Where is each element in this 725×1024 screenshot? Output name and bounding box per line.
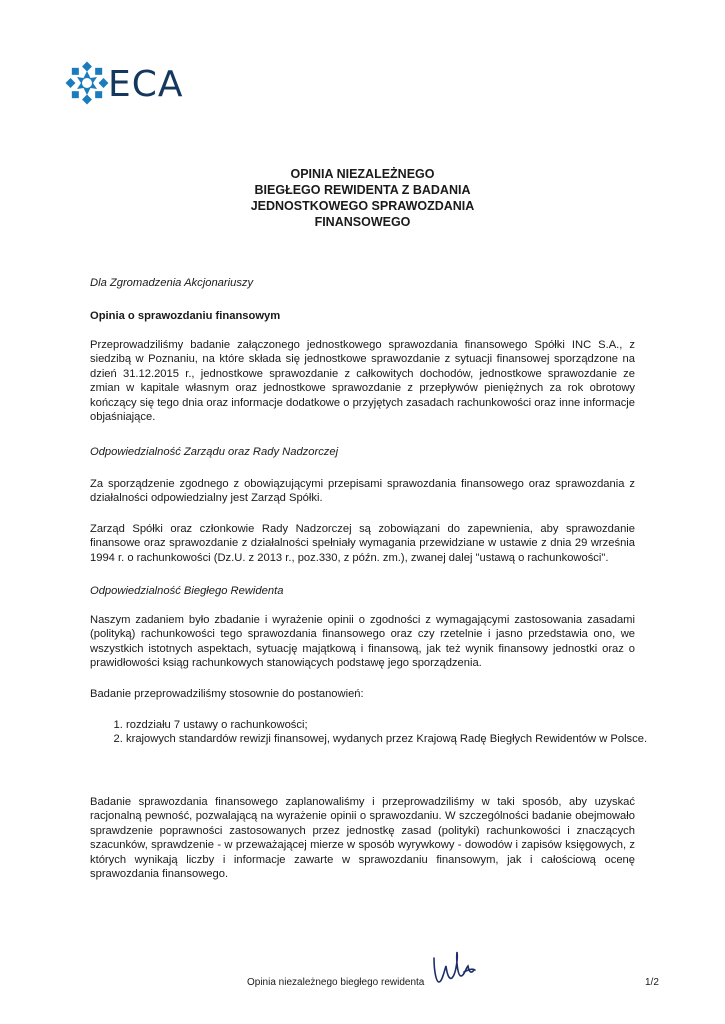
addressee: Dla Zgromadzenia Akcjonariuszy <box>90 277 254 289</box>
title-line-4: FINANSOWEGO <box>314 215 411 229</box>
section-heading-auditor: Odpowiedzialność Biegłego Rewidenta <box>90 585 284 597</box>
page-number: 1/2 <box>645 977 659 988</box>
paragraph-board-obligations: Zarząd Spółki oraz członkowie Rady Nadzorczej są zobowiązani do zapewnienia, aby sprawozdanie finansowe oraz sprawozdanie z działalności spełniały wymagania przewidziane w ustawie z dnia 29 września 1994 r. o rachunkowości (Dz.U. z 2013 r., poz.330, z późn. zm.), zwanej dalej "ustawą o rachunkowości". <box>90 523 635 564</box>
paragraph-audit-basis: Badanie przeprowadziliśmy stosownie do postanowień: <box>90 688 364 700</box>
paragraph-scope: Przeprowadziliśmy badanie załączonego jednostkowego sprawozdania finansowego Spółki INC S.A., z siedzibą w Poznaniu, na które składa się jednostkowe sprawozdanie z sytuacji finansowej sporządzone na dzień 31.12.2015 r., jednostkowe sprawozdanie z całkowitych dochodów, jednostkowe sprawozdanie ze zmian w kapitale własnym oraz jednostkowe sprawozdanie z przepływów pieniężnych za rok obrotowy kończący się tego dnia oraz informacje dodatkowe o przyjętych zasadach rachunkowości oraz inne informacje objaśniające. <box>90 339 635 424</box>
audit-basis-list <box>90 718 671 747</box>
company-logo <box>64 60 214 110</box>
document-title <box>0 166 725 230</box>
signature-initials <box>428 948 476 991</box>
list-item: 2. krajowych standardów rewizji finansowej, wydanych przez Krajową Radę Biegłych Rewidentów w Polsce. <box>126 732 671 746</box>
logo-star-icon <box>64 60 110 106</box>
paragraph-board-responsibility: Za sporządzenie zgodnego z obowiązującymi przepisami sprawozdania finansowego oraz sprawozdania z działalności odpowiedzialny jest Zarząd Spółki. <box>90 478 635 505</box>
list-item: 1. rozdziału 7 ustawy o rachunkowości; <box>126 718 671 732</box>
paragraph-auditor-task: Naszym zadaniem było zbadanie i wyrażenie opinii o zgodności z wymagającymi zastosowania zasadami (polityką) rachunkowości tego sprawozdania finansowego oraz czy rzetelnie i jasno przedstawia ono, we wszystkich istotnych aspektach, sytuację majątkową i finansową, jak też wynik finansowy jednostki oraz o prawidłowości ksiąg rachunkowych stanowiących podstawę jego sporządzenia. <box>90 614 635 670</box>
footer-label: Opinia niezależnego biegłego rewidenta <box>247 977 425 988</box>
title-line-1: OPINIA NIEZALEŻNEGO <box>290 167 435 181</box>
section-heading-board: Odpowiedzialność Zarządu oraz Rady Nadzorczej <box>90 446 339 458</box>
title-line-3: JEDNOSTKOWEGO SPRAWOZDANIA <box>250 199 475 213</box>
section-heading-opinion: Opinia o sprawozdaniu finansowym <box>90 310 281 322</box>
logo-text: ECA <box>108 64 184 105</box>
title-line-2: BIEGŁEGO REWIDENTA Z BADANIA <box>254 183 471 197</box>
paragraph-audit-approach: Badanie sprawozdania finansowego zaplanowaliśmy i przeprowadziliśmy w taki sposób, aby uzyskać racjonalną pewność, pozwalającą na wyrażenie opinii o sprawozdaniu. W szczególności badanie obejmowało sprawdzenie poprawności zastosowanych przez jednostkę zasad (polityki) rachunkowości i znaczących szacunków, sprawdzenie - w przeważającej mierze w sposób wyrywkowy - dowodów i zapisów księgowych, z których wynikają liczby i informacje zawarte w sprawozdaniu finansowym, jak i całościową ocenę sprawozdania finansowego. <box>90 796 635 881</box>
